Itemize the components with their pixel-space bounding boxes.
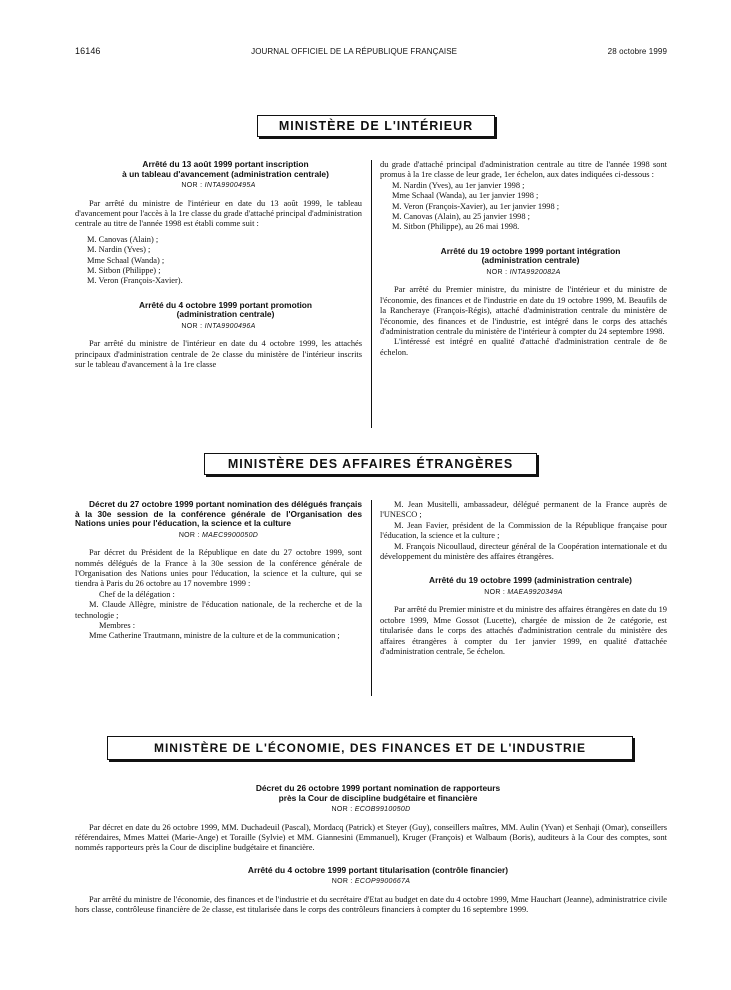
column-divider bbox=[371, 160, 372, 428]
affaires-right-column bbox=[380, 500, 667, 657]
d1-member: Mme Catherine Trautmann, ministre de la culture et de la communication ; bbox=[89, 631, 340, 641]
a1-body: Par arrêté du ministre de l'intérieur en date du 13 août 1999, le tableau d'avancement pour l'accès à la 1re classe du grade d'attaché principal d'administration centrale au titre de l'année 1998 est établi comme suit : bbox=[75, 198, 362, 229]
a1-name: M. Nardin (Yves) ; bbox=[87, 245, 151, 255]
d1-body: Par décret du Président de la République en date du 27 octobre 1999, sont nommés délégués de la France à la 30e session de la conférence générale de l'Organisation des Nations unies pour l'éducation, la science et la culture, qui se tiendra à Paris du 26 octobre au 17 novembre 1999 : bbox=[75, 548, 362, 589]
interieur-right-column bbox=[380, 160, 667, 358]
d1-member: M. François Nicoullaud, directeur général de la Coopération internationale et du développement du ministère des affaires étrangères. bbox=[380, 541, 667, 562]
a4-title: Arrêté du 19 octobre 1999 (administration centrale) bbox=[429, 575, 632, 586]
a2-name: M. Nardin (Yves), au 1er janvier 1998 ; bbox=[392, 180, 525, 190]
a4-nor: NOR : MAEA9920349A bbox=[484, 589, 563, 597]
d2-body: Par décret en date du 26 octobre 1999, MM. Duchadeuil (Pascal), Mordacq (Patrick) et Steyer (Guy), conseillers maîtres, MM. Aulin (Yvan) et Senhaji (Omar), conseillers référendaires, Mmes Mattei (Marie-Ange) et Toraille (Sylvie) et MM. Giannesini (Emmanuel), Kruger (François) et Walbaum (Boris), auditeurs à la Cour des comptes, sont nommés rapporteurs près la Cour de discipline budgétaire et financière. bbox=[75, 822, 667, 853]
d1-membres-label: Membres : bbox=[99, 621, 136, 631]
d1-nor: NOR : MAEC9900050D bbox=[178, 531, 259, 539]
a2-nor: NOR : INTA9900496A bbox=[181, 323, 256, 331]
a3-title-line2: (administration centrale) bbox=[481, 255, 580, 266]
a1-name: M. Canovas (Alain) ; bbox=[87, 234, 159, 244]
a2-body-continued: du grade d'attaché principal d'administration centrale au titre de l'année 1998 sont promus à la 1re classe de leur grade, 1er échelon, aux dates indiquées ci-dessous : bbox=[380, 160, 667, 180]
d2-nor: NOR : ECOB9910050D bbox=[331, 806, 411, 814]
a1-name: Mme Schaal (Wanda) ; bbox=[87, 255, 165, 265]
a3-title-line1: Arrêté du 19 octobre 1999 portant intégration bbox=[440, 245, 621, 256]
ministry-interieur-heading: MINISTÈRE DE L'INTÉRIEUR bbox=[257, 115, 495, 137]
d2-title-line1: Décret du 26 octobre 1999 portant nomination de rapporteurs bbox=[255, 783, 501, 793]
page-number: 16146 bbox=[75, 46, 101, 56]
d1-title: Décret du 27 octobre 1999 portant nomination des délégués français à la 30e session de la conférence générale de l'Organisation des Nations unies pour l'éducation, la science et la culture bbox=[75, 499, 362, 529]
d1-chef: M. Claude Allègre, ministre de l'éducation nationale, de la recherche et de la technologie ; bbox=[75, 600, 362, 620]
a5-title: Arrêté du 4 octobre 1999 portant titularisation (contrôle financier) bbox=[247, 864, 509, 875]
column-divider bbox=[371, 500, 372, 696]
interieur-left-column bbox=[75, 160, 362, 371]
a2-body: Par arrêté du ministre de l'intérieur en date du 4 octobre 1999, les attachés principaux d'administration centrale de 2e classe du ministère de l'intérieur inscrits sur le tableau d'avancement à la 1re classe bbox=[75, 339, 362, 370]
a1-nor: NOR : INTA9900495A bbox=[181, 182, 256, 190]
issue-date: 28 octobre 1999 bbox=[607, 47, 667, 56]
a2-name: Mme Schaal (Wanda), au 1er janvier 1998 ; bbox=[392, 191, 539, 201]
d1-member: M. Jean Favier, président de la Commission de la République française pour l'éducation, la science et la culture ; bbox=[380, 520, 667, 541]
a5-body: Par arrêté du ministre de l'économie, des finances et de l'industrie et du secrétaire d'Etat au budget en date du 4 octobre 1999, Mme Hauchart (Jeanne), administratrice civile hors classe, contrôleuse financière de 2e classe, est titularisée dans le corps des contrôleurs financiers à compter du 16 septembre 1999. bbox=[75, 894, 667, 915]
journal-title: JOURNAL OFFICIEL DE LA RÉPUBLIQUE FRANÇAISE bbox=[251, 47, 458, 56]
d1-member: M. Jean Musitelli, ambassadeur, délégué permanent de la France auprès de l'UNESCO ; bbox=[380, 500, 667, 520]
a5-nor: NOR : ECOP9900667A bbox=[331, 878, 411, 886]
a3-body2: L'intéressé est intégré en qualité d'attaché d'administration centrale de 8e échelon. bbox=[380, 337, 667, 357]
a3-nor: NOR : INTA9920082A bbox=[486, 269, 561, 277]
a1-title-line2: à un tableau d'avancement (administration centrale) bbox=[122, 168, 329, 179]
a1-title-line1: Arrêté du 13 août 1999 portant inscription bbox=[142, 159, 309, 169]
a1-name: M. Sitbon (Philippe) ; bbox=[87, 266, 161, 276]
affaires-left-column bbox=[75, 500, 362, 642]
a2-title-line1: Arrêté du 4 octobre 1999 portant promotion bbox=[138, 299, 313, 310]
a2-title-line2: (administration centrale) bbox=[176, 309, 275, 320]
a4-body: Par arrêté du Premier ministre et du ministre des affaires étrangères en date du 19 octobre 1999, Mme Gossot (Lucette), chargée de mission de 2e catégorie, est titularisée dans le corps des attachés d'administration centrale du ministère des affaires étrangères à compter du 1er janvier 1999, en qualité d'attachée d'administration centrale, 5e échelon. bbox=[380, 605, 667, 657]
a1-name: M. Veron (François-Xavier). bbox=[87, 276, 183, 286]
ministry-affaires-etrangeres-heading: MINISTÈRE DES AFFAIRES ÉTRANGÈRES bbox=[204, 453, 537, 475]
d1-chef-label: Chef de la délégation : bbox=[99, 589, 175, 599]
a2-name: M. Canovas (Alain), au 25 janvier 1998 ; bbox=[392, 212, 530, 222]
a3-body: Par arrêté du Premier ministre, du ministre de l'intérieur et du ministre de l'économie, des finances et de l'industrie en date du 19 octobre 1999, M. Beaufils de la Rancheraye (François-Régis), attaché d'administration centrale du ministère de l'économie, des finances et de l'industrie, est intégré dans le corps des attachés d'administration centrale du ministère de l'intérieur à compter du 24 septembre 1998. bbox=[380, 285, 667, 337]
ministry-economie-heading: MINISTÈRE DE L'ÉCONOMIE, DES FINANCES ET DE L'INDUSTRIE bbox=[107, 736, 633, 760]
page-header bbox=[75, 46, 667, 56]
a2-name: M. Veron (François-Xavier), au 1er janvier 1998 ; bbox=[392, 201, 560, 211]
economie-section bbox=[75, 784, 667, 916]
d2-title-line2: près la Cour de discipline budgétaire et financière bbox=[278, 792, 478, 803]
a2-name: M. Sitbon (Philippe), au 26 mai 1998. bbox=[392, 222, 520, 232]
